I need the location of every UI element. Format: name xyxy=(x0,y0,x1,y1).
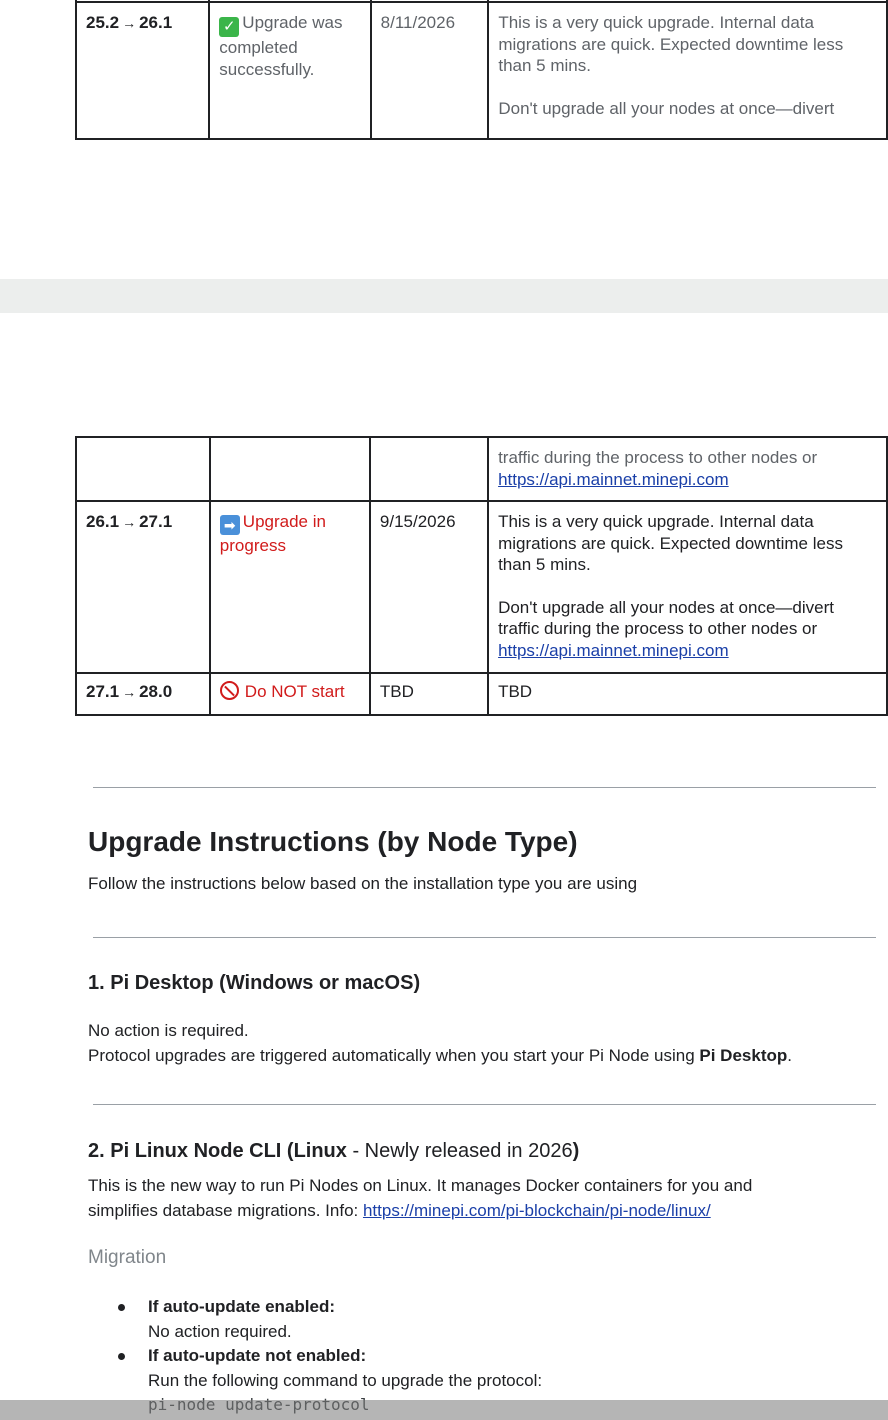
table-row xyxy=(76,673,887,715)
version-cell xyxy=(76,2,209,139)
body-line: No action is required. xyxy=(88,1021,249,1040)
version-cell xyxy=(76,673,210,715)
version-to: 28.0 xyxy=(139,682,173,701)
bottom-overlay-bar xyxy=(0,1400,888,1420)
status-text: Upgrade was completed successfully. xyxy=(219,13,343,79)
note-text: Don't upgrade all your nodes at once—divert xyxy=(498,98,835,118)
table-row xyxy=(76,437,887,501)
right-arrow-icon: ➡ xyxy=(220,515,240,535)
intro-text: Follow the instructions below based on the installation type you are using xyxy=(88,874,638,893)
section-heading-pi-desktop: 1. Pi Desktop (Windows or macOS) xyxy=(88,972,421,994)
note-text: This is a very quick upgrade. Internal data migrations are quick. Expected downtime less than 5 mins. xyxy=(498,13,844,75)
divider xyxy=(93,787,876,788)
check-mark-icon: ✓ xyxy=(219,17,239,37)
section-body-linux-cli xyxy=(88,1174,752,1223)
notes-cell: TBD xyxy=(488,673,887,715)
list-item-title: If auto-update enabled: xyxy=(148,1297,335,1316)
api-mainnet-link[interactable]: https://api.mainnet.minepi.com xyxy=(498,469,729,489)
status-text: Upgrade in progress xyxy=(219,512,326,555)
version-to: 27.1 xyxy=(139,512,173,531)
version-arrow: → xyxy=(122,514,137,530)
date-cell: 8/11/2026 xyxy=(371,2,489,139)
upgrade-schedule-table-bottom xyxy=(75,436,888,716)
linux-node-info-link[interactable]: https://minepi.com/pi-blockchain/pi-node/linux/ xyxy=(362,1200,711,1220)
pi-desktop-emphasis: Pi Desktop xyxy=(699,1045,788,1065)
date-cell: 9/15/2026 xyxy=(370,501,488,673)
note-text: Don't upgrade all your nodes at once—divert xyxy=(498,597,834,617)
page-title: Upgrade Instructions (by Node Type) xyxy=(88,826,578,857)
page-divider-band xyxy=(0,279,888,313)
status-text: Do NOT start xyxy=(244,682,345,701)
list-item xyxy=(118,1295,542,1344)
version-from: 25.2 xyxy=(86,13,120,32)
version-arrow: → xyxy=(122,15,137,31)
version-from: 27.1 xyxy=(86,682,120,701)
api-mainnet-link[interactable]: https://api.mainnet.minepi.com xyxy=(498,640,729,660)
table-row xyxy=(76,2,887,139)
divider xyxy=(93,1104,876,1105)
migration-label: Migration xyxy=(88,1247,167,1268)
version-arrow: → xyxy=(122,684,137,700)
upgrade-schedule-table-top xyxy=(75,0,888,140)
version-cell xyxy=(76,501,210,673)
section-heading-linux-cli: 2. Pi Linux Node CLI (Linux - Newly released in 2026) xyxy=(88,1140,580,1162)
notes-cell xyxy=(488,437,887,501)
note-text: This is a very quick upgrade. Internal data migrations are quick. Expected downtime less than 5 mins. xyxy=(498,512,843,574)
body-line: Protocol upgrades are triggered automatically when you start your Pi Node using Pi Desktop. xyxy=(88,1045,792,1065)
list-item-title: If auto-update not enabled: xyxy=(148,1346,367,1365)
list-item-body: Run the following command to upgrade the protocol: xyxy=(148,1370,543,1390)
notes-cell xyxy=(488,2,887,139)
table-row xyxy=(76,501,887,673)
note-text: traffic during the process to other nodes or xyxy=(498,448,818,467)
status-cell xyxy=(209,2,370,139)
note-text: traffic during the process to other nodes or xyxy=(498,619,818,638)
divider xyxy=(93,937,876,938)
status-cell xyxy=(210,501,370,673)
section-body-pi-desktop xyxy=(88,1019,792,1068)
notes-cell xyxy=(488,501,887,673)
version-to: 26.1 xyxy=(139,13,173,32)
version-from: 26.1 xyxy=(86,512,120,531)
list-item-body: No action required. xyxy=(148,1321,292,1341)
body-line: This is the new way to run Pi Nodes on Linux. It manages Docker containers for you and xyxy=(88,1176,753,1195)
date-cell: TBD xyxy=(370,673,488,715)
body-line: simplifies database migrations. Info: https://minepi.com/pi-blockchain/pi-node/linux/ xyxy=(88,1200,711,1220)
no-entry-icon xyxy=(220,681,239,700)
status-cell xyxy=(210,673,370,715)
